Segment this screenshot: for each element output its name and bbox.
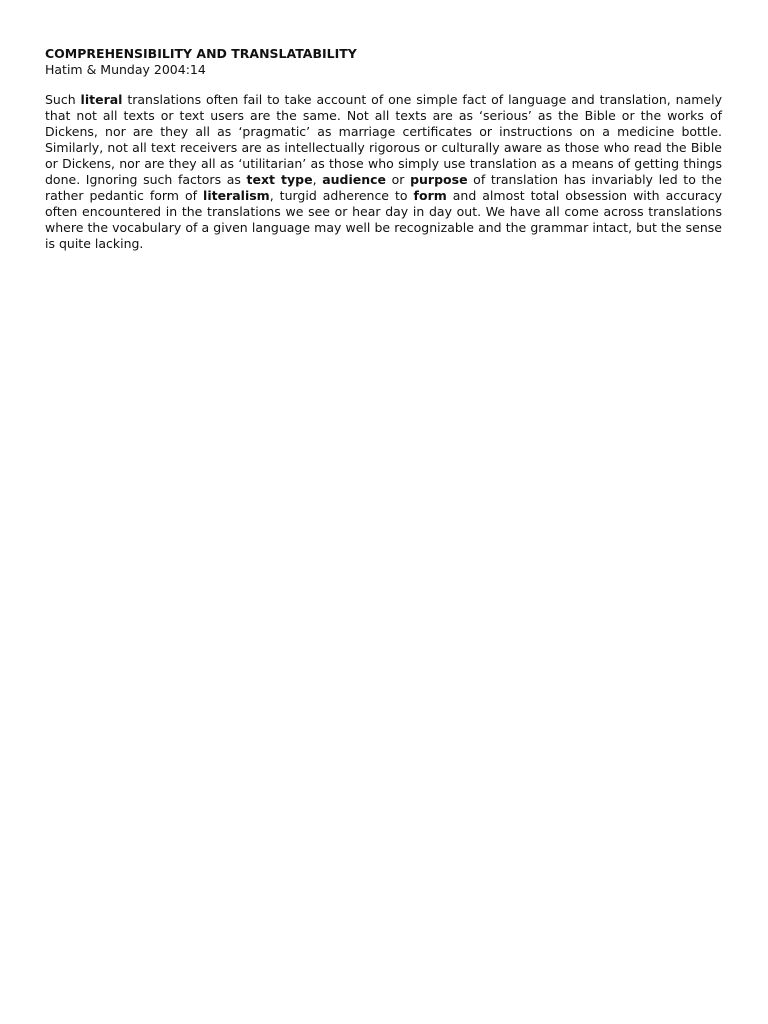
bold-term-form: form — [413, 188, 447, 203]
text-run: or — [386, 172, 411, 187]
bold-term-purpose: purpose — [410, 172, 468, 187]
text-run: Such — [45, 92, 81, 107]
bold-term-audience: audience — [322, 172, 387, 187]
text-run: , — [312, 172, 323, 187]
bold-term-literal: literal — [80, 92, 123, 107]
bold-term-text-type: text type — [246, 172, 313, 187]
text-run: , turgid adherence to — [269, 188, 414, 203]
text-run: translations often fail to take account of one simple fact of language and translation, namely that not all texts or text users are the same. Not all texts are as ‘serious’ as the Bible or the works of Dickens, nor are they all as ‘pragmatic’ as marriage certificates or instructions on a medicine bottle. Similarly, not all text receivers are as intellectually rigorous or culturally aware as those who read the Bible or Dickens, nor are they all as ‘utilitarian’ as those who simply use translation as a means of getting things done. Ignoring such factors as — [45, 92, 722, 187]
document-page — [45, 46, 722, 252]
body-paragraph — [45, 92, 722, 252]
text-run: and almost total obsession with accuracy often encountered in the translations we see or hear day in day out. We have all come across translations where the vocabulary of a given language may well be recognizable and the grammar intact, but the sense is quite lacking. — [45, 188, 722, 251]
document-title: COMPREHENSIBILITY AND TRANSLATABILITY — [45, 46, 357, 61]
text-run: of translation has invariably led to the rather pedantic form of — [45, 172, 722, 203]
citation: Hatim & Munday 2004:14 — [45, 62, 206, 77]
bold-term-literalism: literalism — [203, 188, 270, 203]
